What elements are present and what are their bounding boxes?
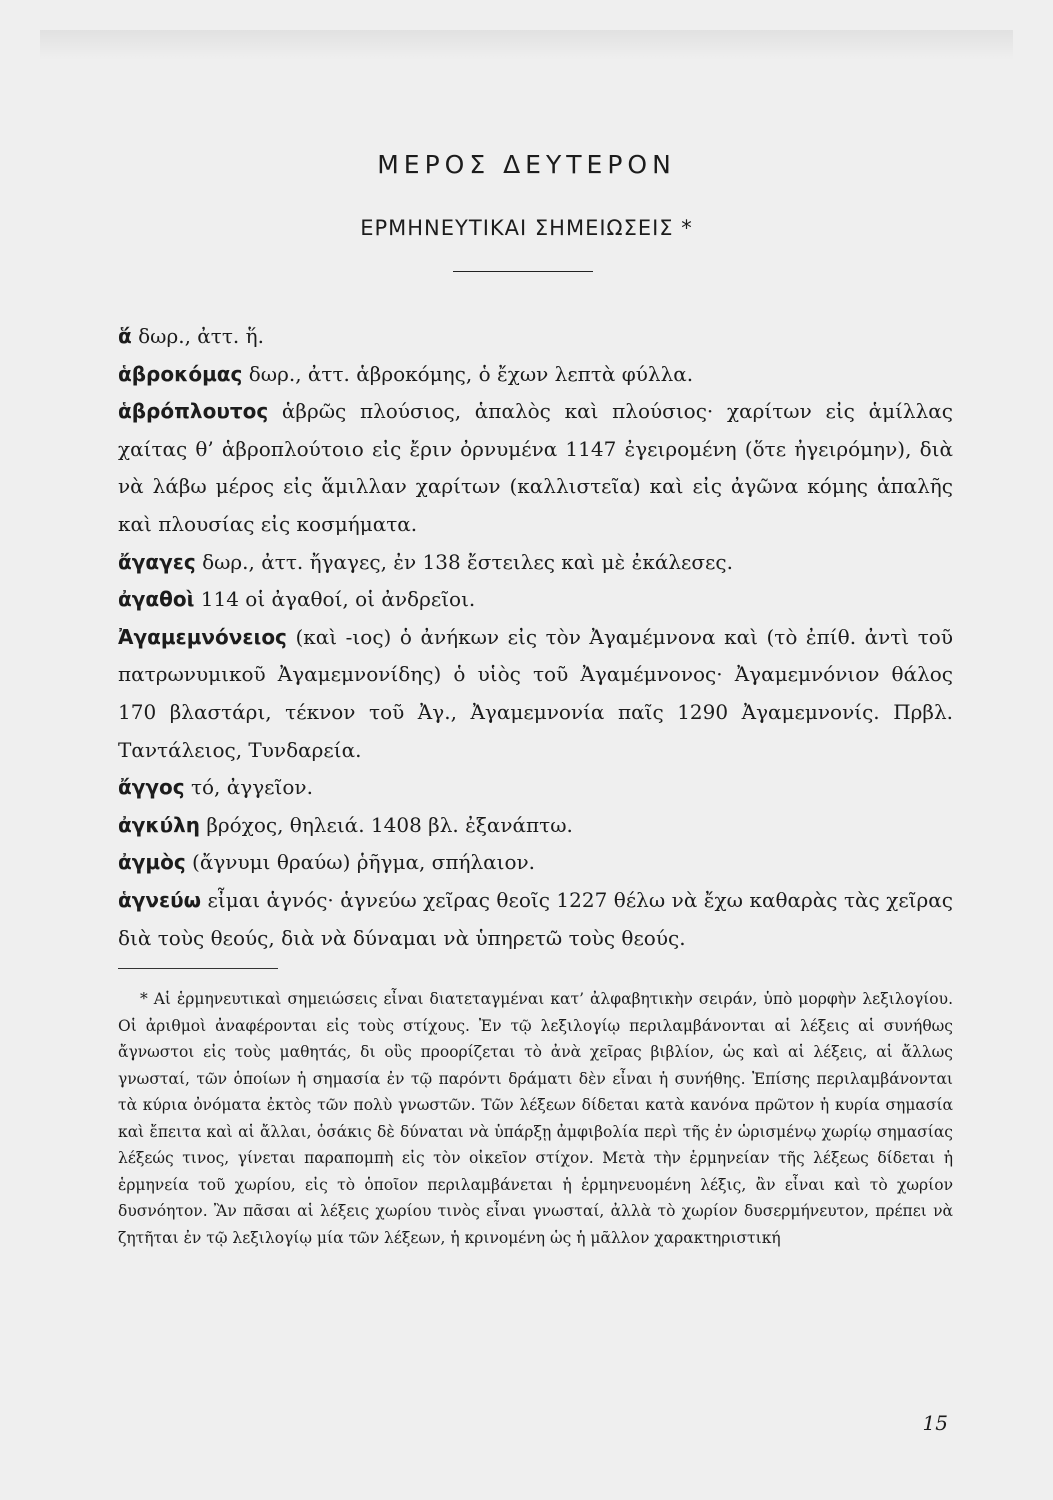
glossary-entry: [118, 619, 953, 769]
footnote: * Αἱ ἑρμηνευτικαὶ σημειώσεις εἶναι διατεταγμέναι κατ’ ἀλφαβητικὴν σειράν, ὑπὸ μορφὴν λεξιλογίου. Οἱ ἀριθμοὶ ἀναφέρονται εἰς τοὺς στίχους. Ἐν τῷ λεξιλογίῳ περιλαμβάνονται αἱ λέξεις αἱ συνήθως ἄγνωστοι εἰς τοὺς μαθητάς, δι οὓς προορίζεται τὸ ἀνὰ χεῖρας βιβλίον, ὡς καὶ αἱ λέξεις, αἱ ἄλλως γνωσταί, τῶν ὁποίων ἡ σημασία ἐν τῷ παρόντι δράματι δὲν εἶναι ἡ συνήθης. Ἐπίσης περιλαμβάνονται τὰ κύρια ὀνόματα ἐκτὸς τῶν πολὺ γνωστῶν. Τῶν λέξεων δίδεται κατὰ κανόνα πρῶτον ἡ κυρία σημασία καὶ ἔπειτα καὶ αἱ ἄλλαι, ὁσάκις δὲ δύναται νὰ ὑπάρξῃ ἀμφιβολία περὶ τῆς ἐν ὡρισμένῳ χωρίῳ σημασίας λέξεώς τινος, γίνεται παραπομπὴ εἰς τὸν οἰκεῖον στίχον. Μετὰ τὴν ἑρμηνείαν τῆς λέξεως δίδεται ἡ ἑρμηνεία τοῦ χωρίου, εἰς τὸ ὁποῖον περιλαμβάνεται ἡ ἑρμηνευομένη λέξις, ἂν εἶναι καὶ τὸ χωρίον δυσνόητον. Ἂν πᾶσαι αἱ λέξεις χωρίου τινὸς εἶναι γνωσταί, ἀλλὰ τὸ χωρίον δυσερμήνευτον, πρέπει νὰ ζητῆται ἐν τῷ λεξιλογίῳ μία τῶν λέξεων, ἡ κρινομένη ὡς ἡ μᾶλλον χαρακτηριστική: [118, 990, 953, 1247]
entry-text: (καὶ -ιος) ὁ ἀνήκων εἰς τὸν Ἀγαμέμνονα καὶ (τὸ ἐπίθ. ἀντὶ τοῦ πατρωνυμικοῦ Ἀγαμεμνονίδης) ὁ υἱὸς τοῦ Ἀγαμέμνονος· Ἀγαμεμνόνιον θάλος 170 βλαστάρι, τέκνον τοῦ Ἀγ., Ἀγαμεμνονία παῖς 1290 Ἀγαμεμνονίς. Πρβλ. Ταντάλειος, Τυνδαρεία.: [118, 624, 953, 762]
page-number: 15: [922, 1411, 948, 1435]
glossary-entry: [118, 393, 953, 543]
entry-text: βρόχος, θηλειά. 1408 βλ. ἐξανάπτω.: [199, 812, 573, 837]
entry-lemma: ἁγνεύω: [118, 887, 202, 912]
entry-lemma: Ἀγαμεμνόνειος: [118, 624, 287, 649]
entry-text: (ἄγνυμι θραύω) ῥῆγμα, σπήλαιον.: [185, 850, 536, 875]
entry-text: 114 οἱ ἀγαθοί, οἱ ἀνδρεῖοι.: [194, 587, 476, 612]
bleed-through-shadow: [40, 30, 1013, 60]
entry-text: δωρ., ἀττ. ἤγαγες, ἐν 138 ἔστειλες καὶ μὲ ἐκάλεσες.: [195, 549, 733, 574]
glossary-entry: [118, 769, 953, 807]
glossary-entries: [118, 318, 953, 957]
glossary-entry: [118, 581, 953, 619]
entry-text: δωρ., ἀττ. ἁβροκόμης, ὁ ἔχων λεπτὰ φύλλα.: [242, 361, 694, 386]
entry-lemma: ἁβροκόμας: [118, 361, 243, 386]
entry-text: δωρ., ἀττ. ἥ.: [131, 324, 264, 348]
glossary-entry: [118, 844, 953, 882]
glossary-entry: [118, 544, 953, 582]
entry-text: ἁβρῶς πλούσιος, ἁπαλὸς καὶ πλούσιος· χαρίτων εἰς ἁμίλλας χαίτας θ’ ἁβροπλούτοιο εἰς ἔριν ὀρνυμένα 1147 ἐγειρομένη (ὅτε ἠγειρόμην), διὰ νὰ λάβω μέρος εἰς ἅμιλλαν χαρίτων (καλλιστεῖα) καὶ εἰς ἀγῶνα κόμης ἁπαλῆς καὶ πλουσίας εἰς κοσμήματα.: [118, 399, 953, 536]
footnote-rule: [118, 968, 278, 969]
entry-lemma: ἀγκύλη: [118, 812, 200, 837]
part-title: ΜΕΡΟΣ ΔΕΥΤΕΡΟΝ: [377, 150, 676, 179]
entry-text: τό, ἀγγεῖον.: [184, 775, 313, 800]
glossary-entry: [118, 882, 953, 957]
section-title: ΕΡΜΗΝΕΥΤΙΚΑΙ ΣΗΜΕΙΩΣΕΙΣ *: [360, 216, 693, 240]
glossary-entry: [118, 807, 953, 845]
entry-lemma: ἅ: [118, 324, 132, 348]
entry-lemma: ἄγαγες: [118, 549, 196, 574]
entry-lemma: ἄγγος: [118, 775, 185, 800]
entry-lemma: ἀγμὸς: [118, 850, 186, 875]
glossary-entry: [118, 318, 953, 356]
entry-text: εἶμαι ἁγνός· ἁγνεύω χεῖρας θεοῖς 1227 θέλω νὰ ἔχω καθαρὰς τὰς χεῖρας διὰ τοὺς θεούς, διὰ νὰ δύναμαι νὰ ὑπηρετῶ τοὺς θεούς.: [118, 887, 953, 950]
entry-lemma: ἀγαθοὶ: [118, 587, 195, 612]
title-rule: [453, 271, 593, 272]
entry-lemma: ἁβρόπλουτος: [118, 399, 269, 424]
glossary-entry: [118, 356, 953, 394]
